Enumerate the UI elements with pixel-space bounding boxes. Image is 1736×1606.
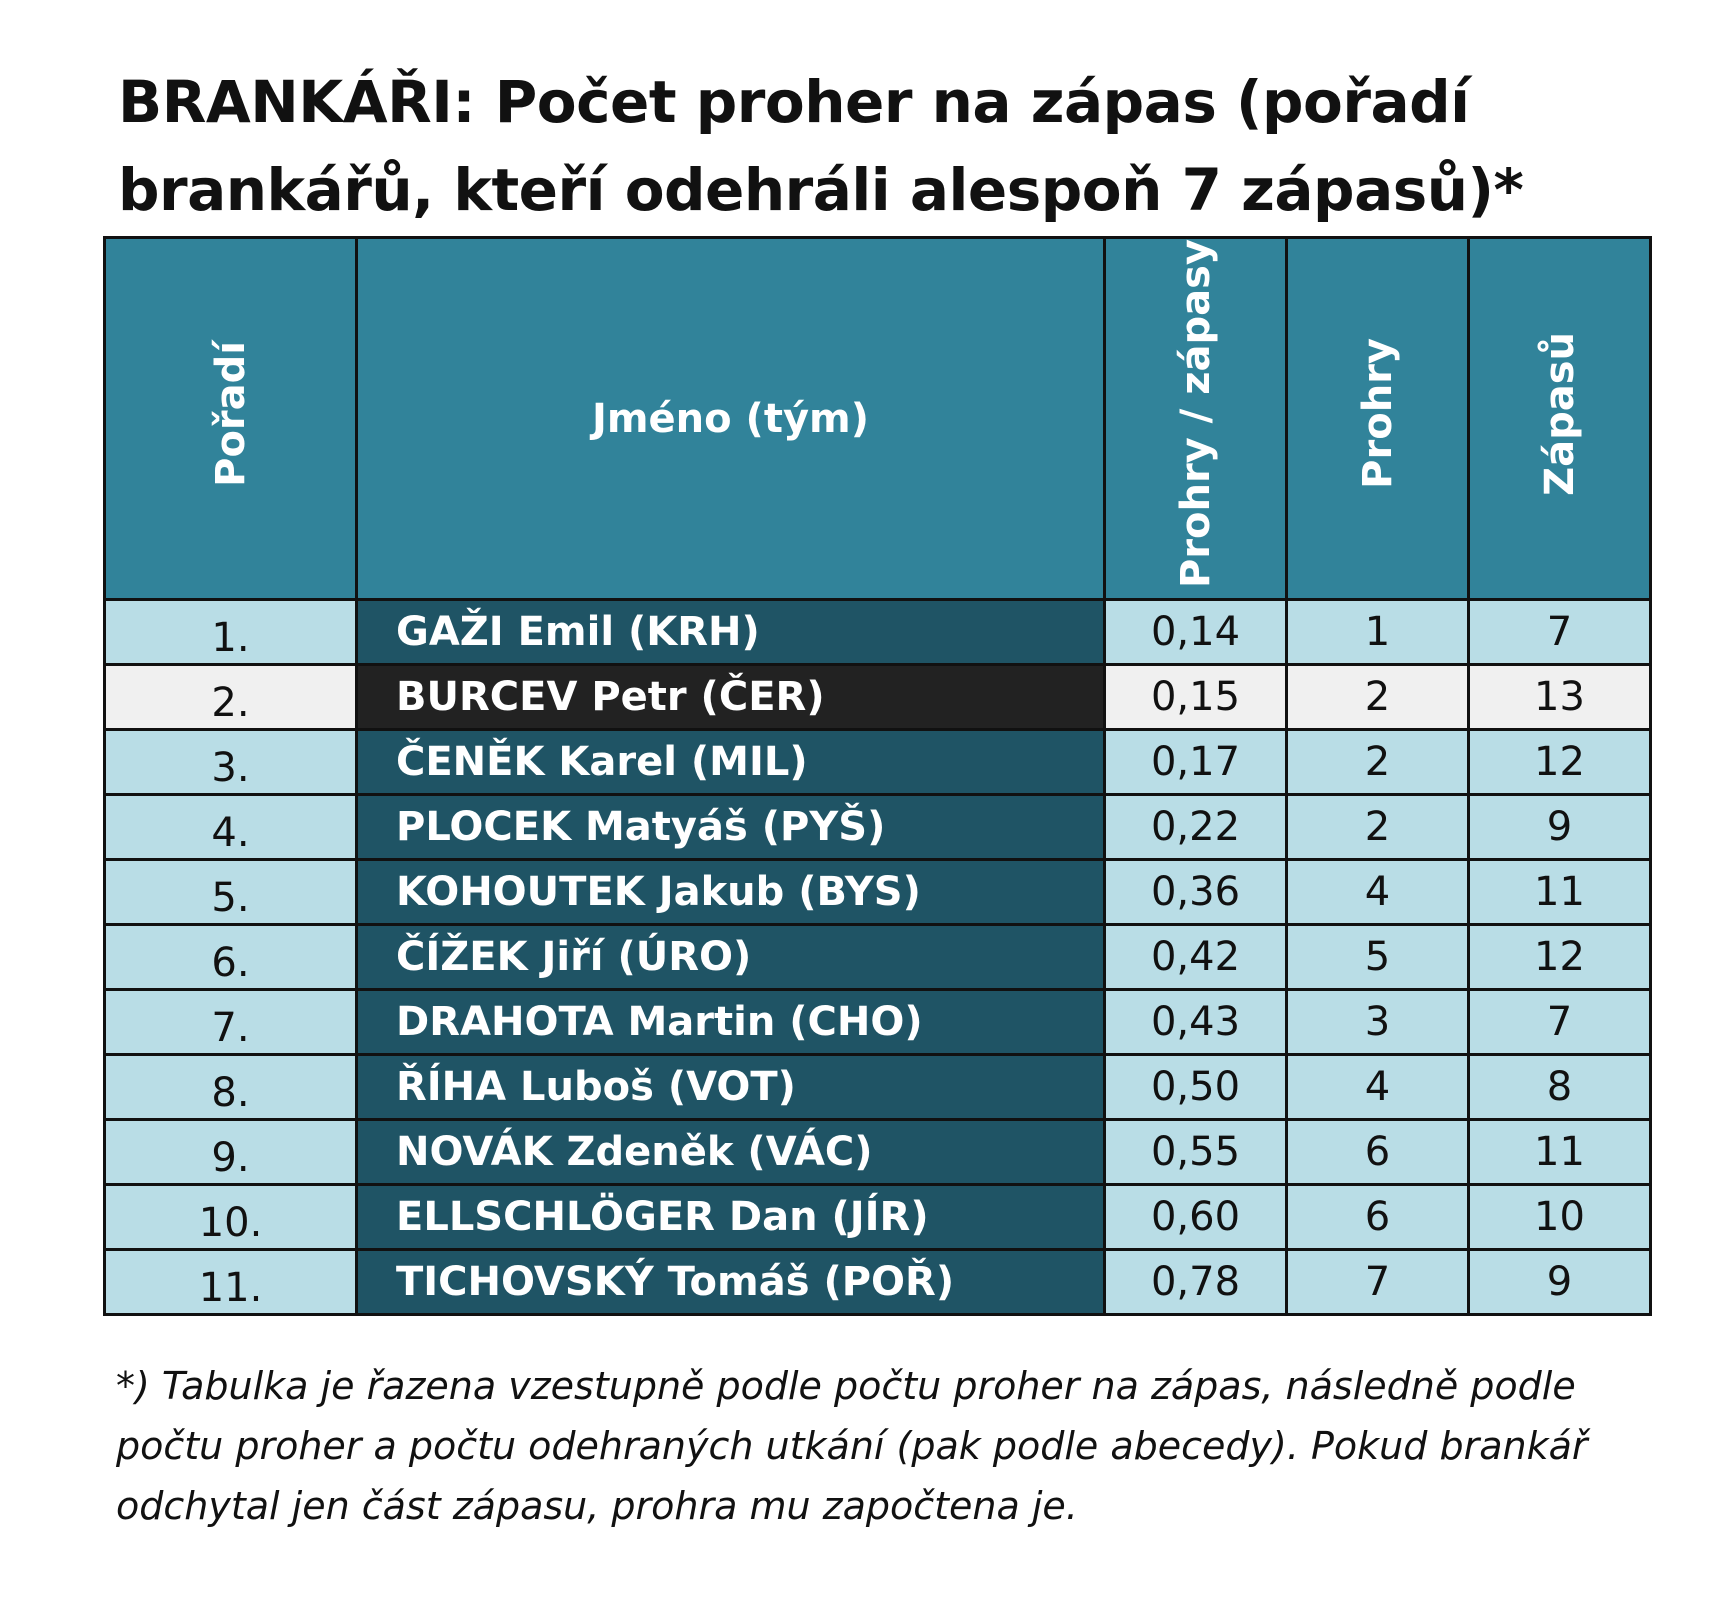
- ratio-cell: 0,15: [1105, 665, 1287, 730]
- rank-value: 7.: [211, 1005, 250, 1052]
- ratio-cell: 0,60: [1105, 1185, 1287, 1250]
- goalkeepers-table: [103, 236, 1652, 1316]
- ratio-cell: 0,22: [1105, 795, 1287, 860]
- ratio-cell: 0,36: [1105, 860, 1287, 925]
- header-rank-label: Pořadí: [207, 340, 254, 487]
- table-row: [105, 1185, 1651, 1250]
- table-header-row: [105, 238, 1651, 600]
- rank-cell: [105, 860, 357, 925]
- rank-cell: [105, 1250, 357, 1315]
- header-ratio-label: Prohry / zápasy: [1172, 239, 1219, 589]
- table-row: [105, 990, 1651, 1055]
- table-row: [105, 600, 1651, 665]
- header-ratio: [1105, 238, 1287, 600]
- header-name-label: Jméno (tým): [591, 395, 869, 442]
- games-cell: 13: [1469, 665, 1651, 730]
- rank-value: 1.: [211, 615, 250, 662]
- rank-value: 11.: [198, 1265, 263, 1312]
- rank-cell: [105, 600, 357, 665]
- header-games: [1469, 238, 1651, 600]
- rank-cell: [105, 730, 357, 795]
- name-cell: DRAHOTA Martin (CHO): [357, 990, 1105, 1055]
- title-bold: BRANKÁŘI: Počet proher na zápas: [118, 68, 1217, 136]
- header-games-label: Zápasů: [1536, 331, 1583, 496]
- rank-cell: [105, 1120, 357, 1185]
- table-row-highlighted: [105, 665, 1651, 730]
- losses-cell: 6: [1287, 1185, 1469, 1250]
- losses-cell: 4: [1287, 1055, 1469, 1120]
- games-cell: 7: [1469, 990, 1651, 1055]
- name-cell: ŘÍHA Luboš (VOT): [357, 1055, 1105, 1120]
- games-cell: 11: [1469, 860, 1651, 925]
- losses-cell: 2: [1287, 795, 1469, 860]
- header-name: [357, 238, 1105, 600]
- losses-cell: 7: [1287, 1250, 1469, 1315]
- losses-cell: 5: [1287, 925, 1469, 990]
- rank-value: 8.: [211, 1070, 250, 1117]
- header-losses-label: Prohry: [1354, 338, 1401, 489]
- rank-cell: [105, 1185, 357, 1250]
- losses-cell: 2: [1287, 665, 1469, 730]
- ratio-cell: 0,50: [1105, 1055, 1287, 1120]
- name-cell: ČÍŽEK Jiří (ÚRO): [357, 925, 1105, 990]
- footnote: *) Tabulka je řazena vzestupně podle počtu proher na zápas, následně podle počtu proher a počtu odehraných utkání (pak podle abecedy). Pokud brankář odchytal jen část zápasu, prohra mu započtena je.: [116, 1364, 1588, 1528]
- ratio-cell: 0,55: [1105, 1120, 1287, 1185]
- games-cell: 7: [1469, 600, 1651, 665]
- games-cell: 12: [1469, 730, 1651, 795]
- name-cell: GAŽI Emil (KRH): [357, 600, 1105, 665]
- rank-value: 4.: [211, 810, 250, 857]
- losses-cell: 3: [1287, 990, 1469, 1055]
- games-cell: 9: [1469, 795, 1651, 860]
- losses-cell: 2: [1287, 730, 1469, 795]
- games-cell: 11: [1469, 1120, 1651, 1185]
- ratio-cell: 0,78: [1105, 1250, 1287, 1315]
- ratio-cell: 0,17: [1105, 730, 1287, 795]
- rank-cell: [105, 990, 357, 1055]
- rank-value: 2.: [211, 680, 250, 727]
- goalkeepers-table-container: [103, 236, 1649, 1316]
- games-cell: 10: [1469, 1185, 1651, 1250]
- title-subtitle: (pořadí brankářů, kteří odehráli alespoň 7 zápasů)*: [118, 68, 1524, 224]
- name-cell: KOHOUTEK Jakub (BYS): [357, 860, 1105, 925]
- header-losses: [1287, 238, 1469, 600]
- table-row: [105, 730, 1651, 795]
- rank-value: 9.: [211, 1135, 250, 1182]
- name-cell: NOVÁK Zdeněk (VÁC): [357, 1120, 1105, 1185]
- rank-value: 6.: [211, 940, 250, 987]
- rank-value: 5.: [211, 875, 250, 922]
- rank-cell: [105, 665, 357, 730]
- games-cell: 12: [1469, 925, 1651, 990]
- table-row: [105, 795, 1651, 860]
- games-cell: 9: [1469, 1250, 1651, 1315]
- rank-value: 10.: [198, 1200, 263, 1247]
- rank-value: 3.: [211, 745, 250, 792]
- name-cell: TICHOVSKÝ Tomáš (POŘ): [357, 1250, 1105, 1315]
- table-row: [105, 1120, 1651, 1185]
- header-rank: [105, 238, 357, 600]
- games-cell: 8: [1469, 1055, 1651, 1120]
- ratio-cell: 0,14: [1105, 600, 1287, 665]
- losses-cell: 4: [1287, 860, 1469, 925]
- losses-cell: 1: [1287, 600, 1469, 665]
- rank-cell: [105, 795, 357, 860]
- name-cell: BURCEV Petr (ČER): [357, 665, 1105, 730]
- page-title: [118, 58, 1658, 234]
- table-row: [105, 860, 1651, 925]
- table-row: [105, 1055, 1651, 1120]
- ratio-cell: 0,43: [1105, 990, 1287, 1055]
- table-row: [105, 925, 1651, 990]
- name-cell: ČENĚK Karel (MIL): [357, 730, 1105, 795]
- rank-cell: [105, 1055, 357, 1120]
- ratio-cell: 0,42: [1105, 925, 1287, 990]
- name-cell: ELLSCHLÖGER Dan (JÍR): [357, 1185, 1105, 1250]
- name-cell: PLOCEK Matyáš (PYŠ): [357, 795, 1105, 860]
- rank-cell: [105, 925, 357, 990]
- losses-cell: 6: [1287, 1120, 1469, 1185]
- table-row: [105, 1250, 1651, 1315]
